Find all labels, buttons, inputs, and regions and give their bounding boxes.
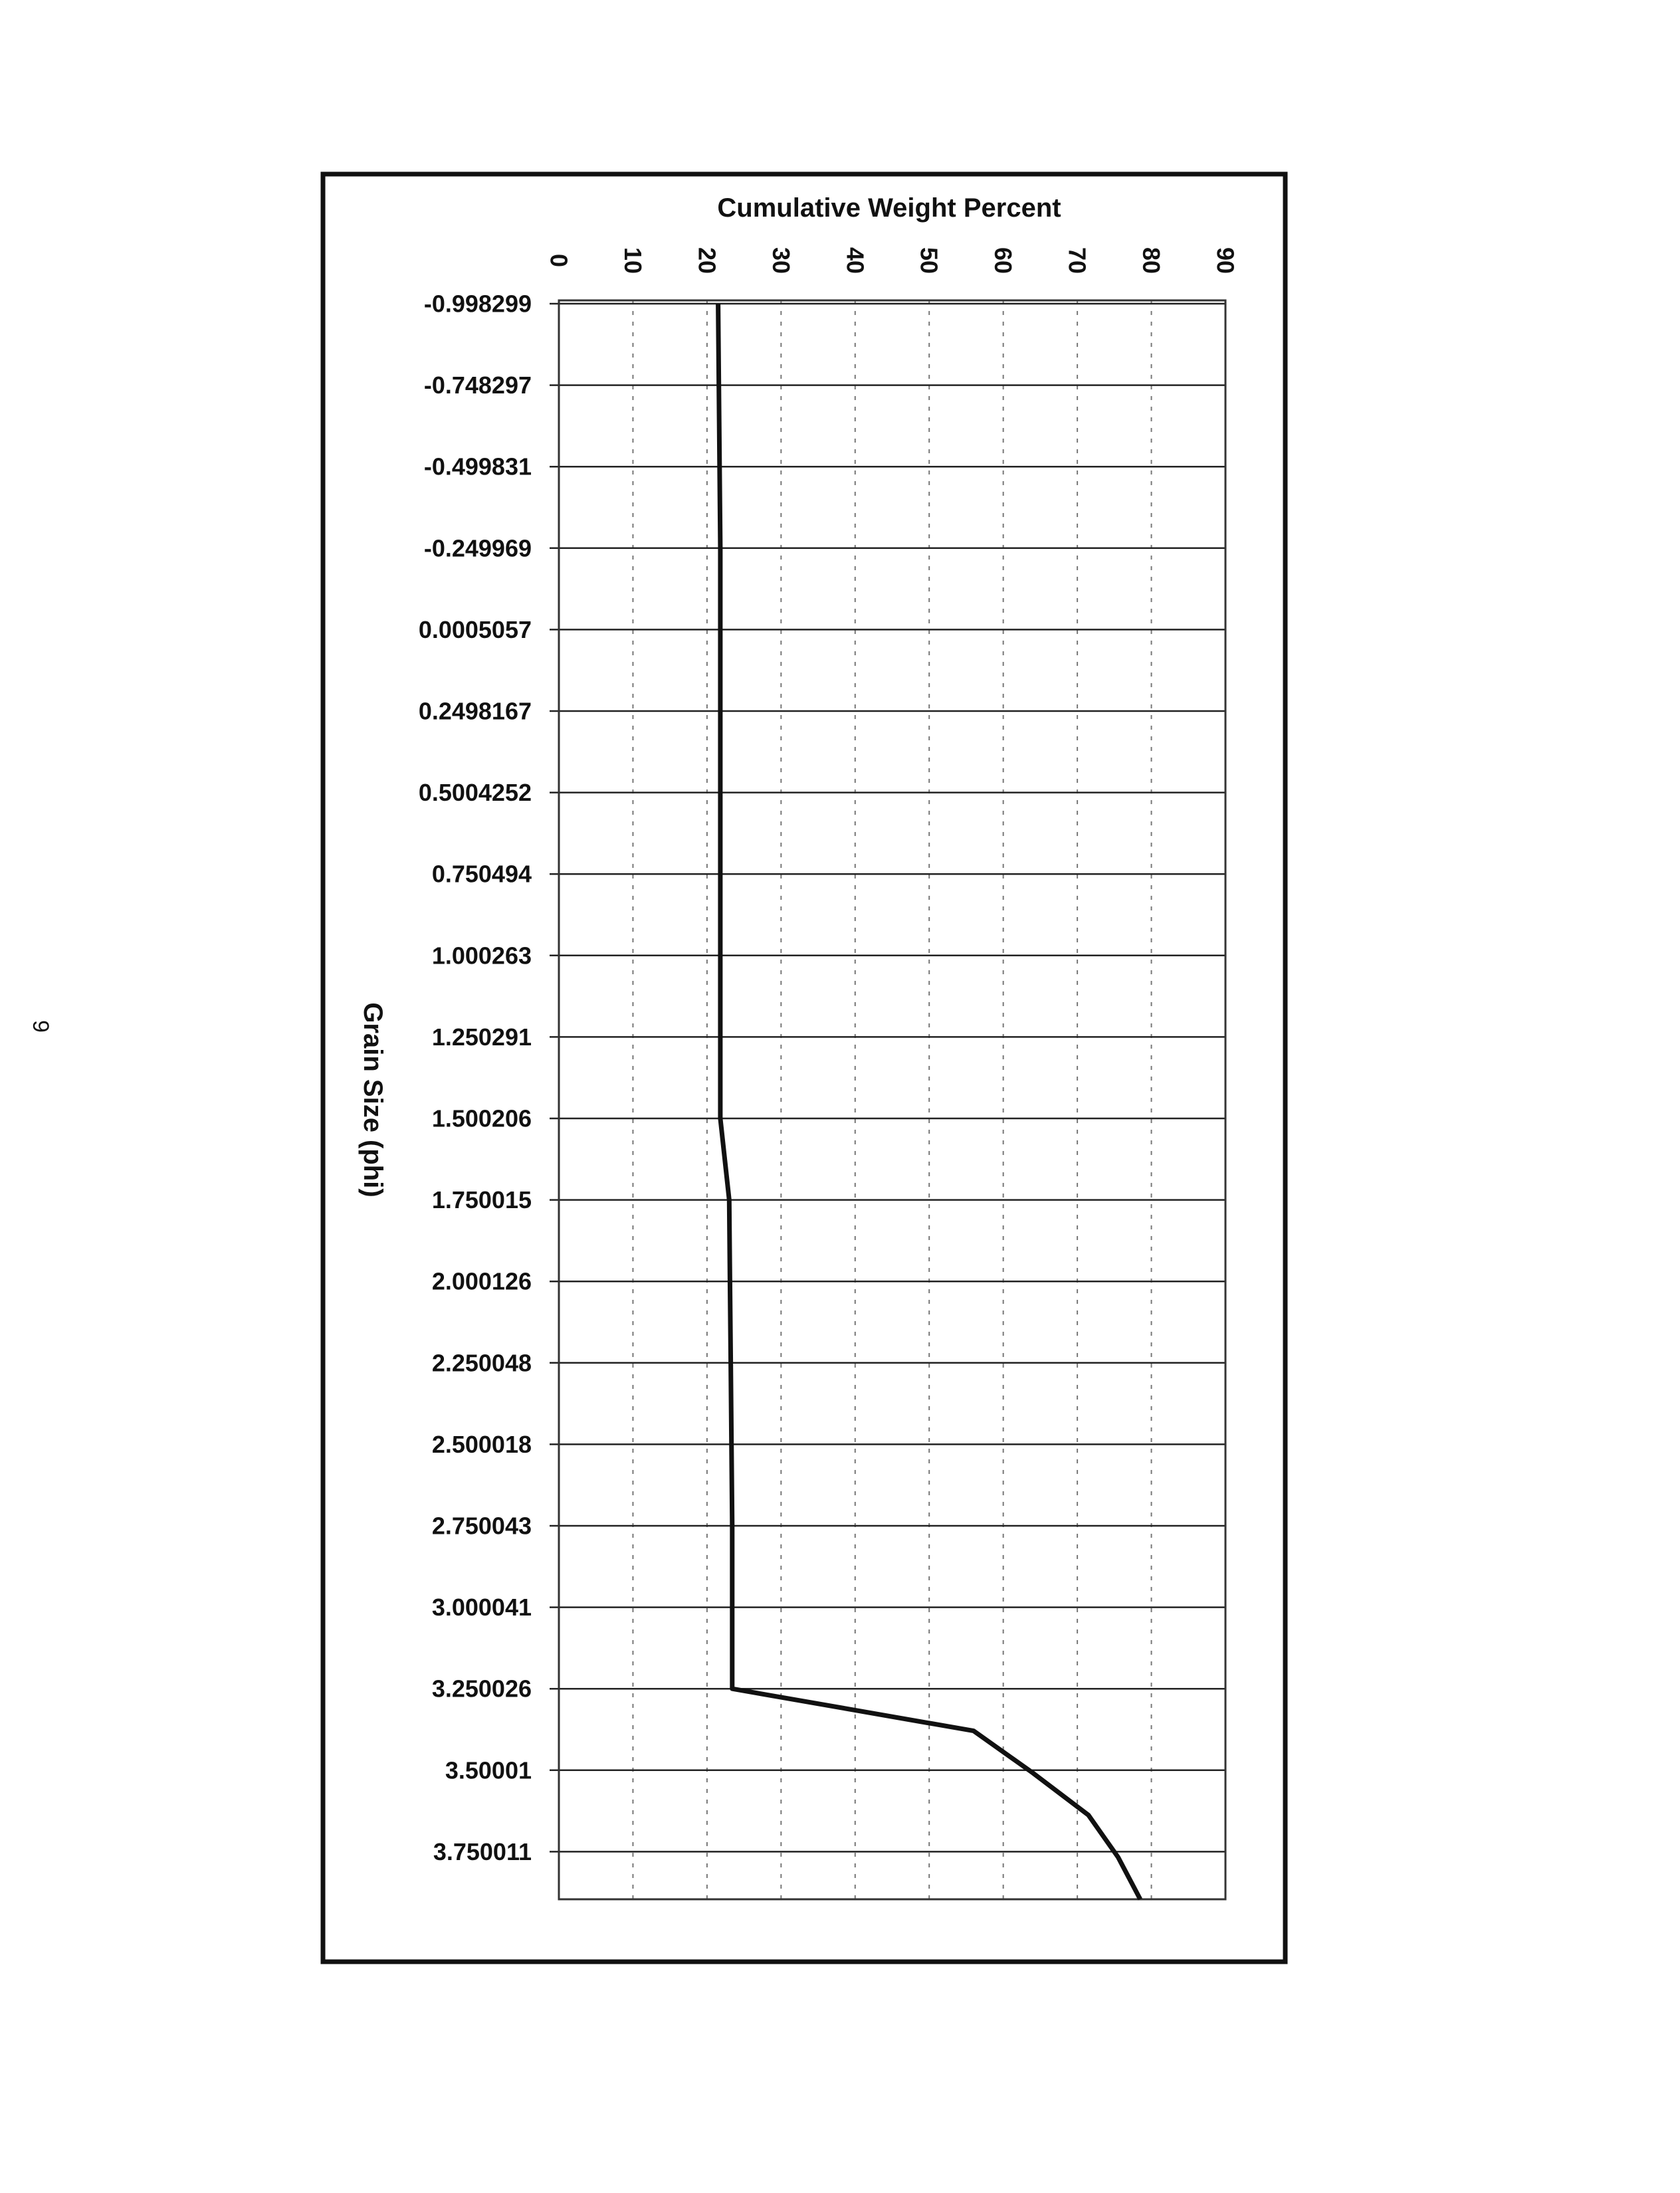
category-tick-label: -0.748297 (423, 371, 532, 399)
value-axis-title: Cumulative Weight Percent (717, 193, 1061, 223)
category-axis-title: Grain Size (phi) (358, 1002, 387, 1198)
category-tick-label: -0.998299 (423, 290, 532, 318)
category-tick-label: 1.000263 (431, 942, 532, 970)
category-tick-label: 3.50001 (445, 1756, 532, 1784)
category-tick-label: 0.0005057 (418, 615, 532, 643)
grid-layer (550, 300, 1225, 1899)
value-tick-label: 0 (545, 253, 573, 268)
category-tick-label: 1.250291 (431, 1023, 532, 1051)
category-tick-label: 1.750015 (431, 1186, 532, 1214)
value-tick-labels (546, 247, 1239, 274)
value-tick-label: 10 (619, 247, 647, 274)
category-tick-label: 3.000041 (431, 1594, 532, 1621)
category-tick-label: -0.249969 (423, 534, 532, 562)
value-tick-label: 30 (767, 247, 795, 274)
value-tick-label: 70 (1063, 247, 1091, 274)
category-tick-label: 2.250048 (431, 1349, 532, 1377)
category-tick-label: 3.250026 (431, 1675, 532, 1703)
value-tick-label: 60 (990, 247, 1017, 274)
category-tick-label: 0.2498167 (418, 697, 532, 725)
value-tick-label: 90 (1211, 247, 1239, 274)
value-tick-label: 50 (915, 247, 943, 274)
value-tick-label: 20 (693, 247, 721, 274)
category-tick-label: -0.499831 (423, 453, 532, 480)
value-tick-label: 80 (1138, 247, 1166, 274)
page-number: 9 (28, 1020, 53, 1033)
category-tick-label: 2.500018 (431, 1430, 532, 1458)
category-tick-label: 3.750011 (433, 1837, 532, 1865)
category-tick-label: 0.5004252 (418, 779, 532, 807)
category-tick-labels (419, 290, 532, 1865)
category-tick-label: 2.000126 (431, 1267, 532, 1295)
value-tick-label: 40 (841, 247, 869, 274)
category-tick-label: 1.500206 (431, 1104, 532, 1132)
category-tick-label: 0.750494 (431, 860, 532, 888)
plot-area-border (559, 300, 1225, 1899)
category-tick-label: 2.750043 (431, 1512, 532, 1540)
